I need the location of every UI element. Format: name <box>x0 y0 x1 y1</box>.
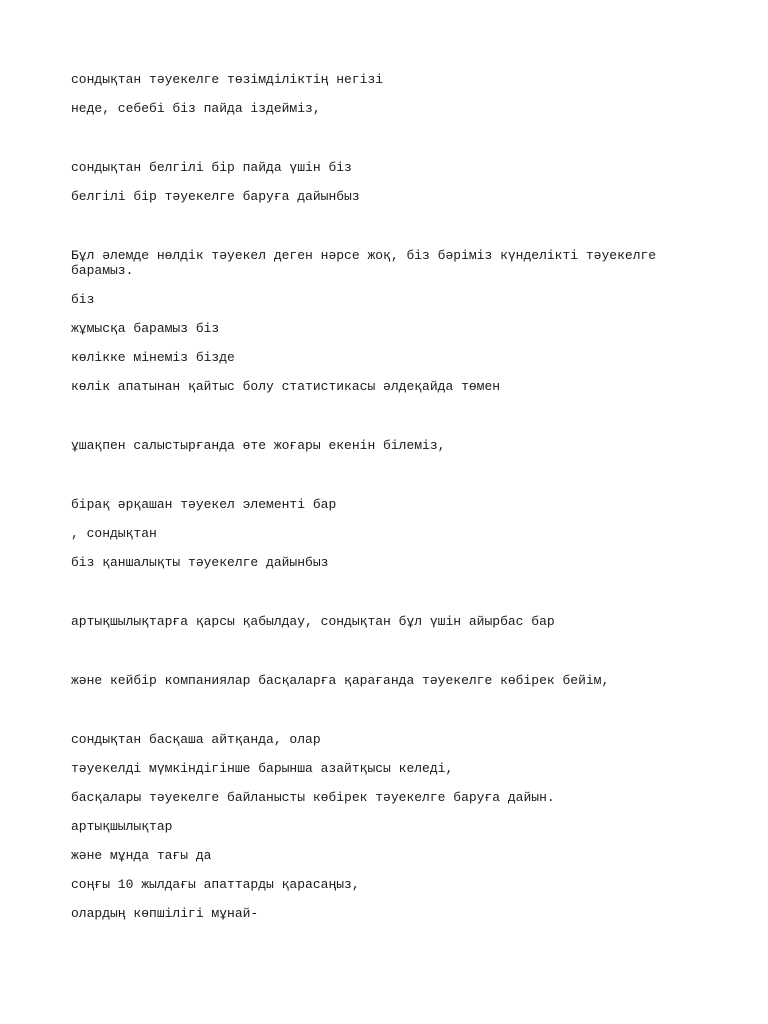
text-line: тәуекелді мүмкіндігінше барынша азайтқысы келеді, <box>71 761 454 776</box>
text-line: біз қаншалықты тәуекелге дайынбыз <box>71 555 329 570</box>
text-line: және мұнда тағы да <box>71 848 212 863</box>
text-line: біз <box>71 292 95 307</box>
document-page <box>71 72 691 921</box>
text-line: сондықтан белгілі бір пайда үшін біз <box>71 160 352 175</box>
text-line: көлік апатынан қайтыс болу статистикасы әлдеқайда төмен <box>71 379 501 394</box>
text-line: артықшылықтарға қарсы қабылдау, сондықтан бұл үшін айырбас бар <box>71 614 555 629</box>
text-line: бірақ әрқашан тәуекел элементі бар <box>71 497 337 512</box>
text-line: артықшылықтар <box>71 819 173 834</box>
text-line: , сондықтан <box>71 526 157 541</box>
text-line: сондықтан тәуекелге төзімділіктің негізі <box>71 72 384 87</box>
text-line: сондықтан басқаша айтқанда, олар <box>71 732 321 747</box>
text-line: неде, себебі біз пайда іздейміз, <box>71 101 321 116</box>
text-line: соңғы 10 жылдағы апаттарды қарасаңыз, <box>71 877 360 892</box>
text-line: көлікке мінеміз бізде <box>71 350 235 365</box>
text-line: олардың көпшілігі мұнай- <box>71 906 259 921</box>
text-line: басқалары тәуекелге байланысты көбірек тәуекелге баруға дайын. <box>71 790 555 805</box>
text-line: жұмысқа барамыз біз <box>71 321 220 336</box>
text-line: белгілі бір тәуекелге баруға дайынбыз <box>71 189 360 204</box>
text-line: ұшақпен салыстырғанда өте жоғары екенін білеміз, <box>71 438 446 453</box>
text-line: Бұл әлемде нөлдік тәуекел деген нәрсе жоқ, біз бәріміз күнделікті тәуекелге барамыз. <box>71 248 664 278</box>
text-line: және кейбір компаниялар басқаларға қарағанда тәуекелге көбірек бейім, <box>71 673 610 688</box>
